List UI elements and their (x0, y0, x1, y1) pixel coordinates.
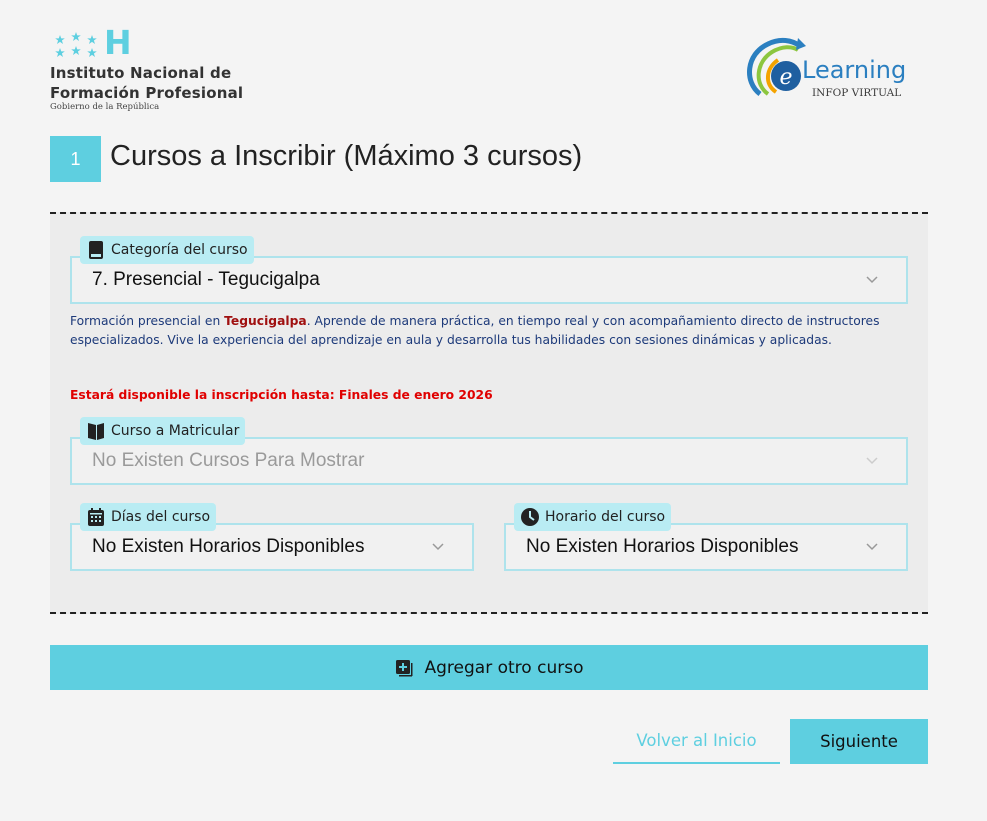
days-field (70, 509, 474, 571)
add-box-icon (395, 659, 413, 677)
elearning-swoosh-icon (740, 32, 810, 102)
step-number: 1 (50, 136, 101, 182)
elearning-subtitle: INFOP VIRTUAL (812, 87, 902, 99)
category-label (80, 236, 254, 264)
description-text-after: . Aprende de manera práctica, en tiempo real y con acompañamiento directo de instructores especializados. Vive la experiencia del aprendizaje en aula y desarrolla tus habilidades con sesiones dinámicas y aplicadas. (70, 314, 880, 347)
clock-icon (520, 507, 540, 527)
institute-mark: H (104, 23, 132, 62)
days-label (80, 503, 216, 531)
institute-subtitle: Gobierno de la República (50, 102, 160, 112)
elearning-logo (740, 32, 930, 112)
course-value: No Existen Cursos Para Mostrar (92, 450, 365, 471)
elearning-title: Learning (802, 56, 907, 84)
section-title: Cursos a Inscribir (Máximo 3 cursos) (110, 140, 583, 172)
description-text-before: Formación presencial en (70, 314, 225, 328)
chevron-down-icon (866, 543, 878, 551)
add-course-button[interactable] (50, 645, 928, 690)
back-to-home-button[interactable]: Volver al Inicio (613, 719, 780, 764)
category-value: 7. Presencial - Tegucigalpa (92, 269, 320, 290)
course-field (70, 423, 908, 485)
course-form (50, 212, 928, 614)
category-description (70, 312, 910, 350)
schedule-value: No Existen Horarios Disponibles (526, 536, 799, 557)
category-field (70, 242, 908, 304)
course-label (80, 417, 245, 445)
schedule-label-text: Horario del curso (545, 509, 666, 525)
open-book-icon (86, 421, 106, 441)
institute-name-line1: Instituto Nacional de (50, 64, 232, 82)
next-button[interactable]: Siguiente (790, 719, 928, 764)
stars-icon (52, 32, 104, 60)
days-value: No Existen Horarios Disponibles (92, 536, 365, 557)
availability-notice: Estará disponible la inscripción hasta: Finales de enero 2026 (70, 388, 493, 402)
schedule-label (514, 503, 671, 531)
course-label-text: Curso a Matricular (111, 423, 240, 439)
institute-logo (50, 23, 280, 116)
book-icon (86, 240, 106, 260)
days-label-text: Días del curso (111, 509, 211, 525)
institute-name-line2: Formación Profesional (50, 84, 244, 102)
calendar-icon (86, 507, 106, 527)
chevron-down-icon (866, 457, 878, 465)
chevron-down-icon (432, 543, 444, 551)
svg-text:e: e (779, 65, 793, 90)
schedule-field (504, 509, 908, 571)
category-label-text: Categoría del curso (111, 242, 248, 258)
description-highlight: Tegucigalpa (224, 314, 307, 328)
chevron-down-icon (866, 276, 878, 284)
add-course-label: Agregar otro curso (424, 657, 584, 678)
